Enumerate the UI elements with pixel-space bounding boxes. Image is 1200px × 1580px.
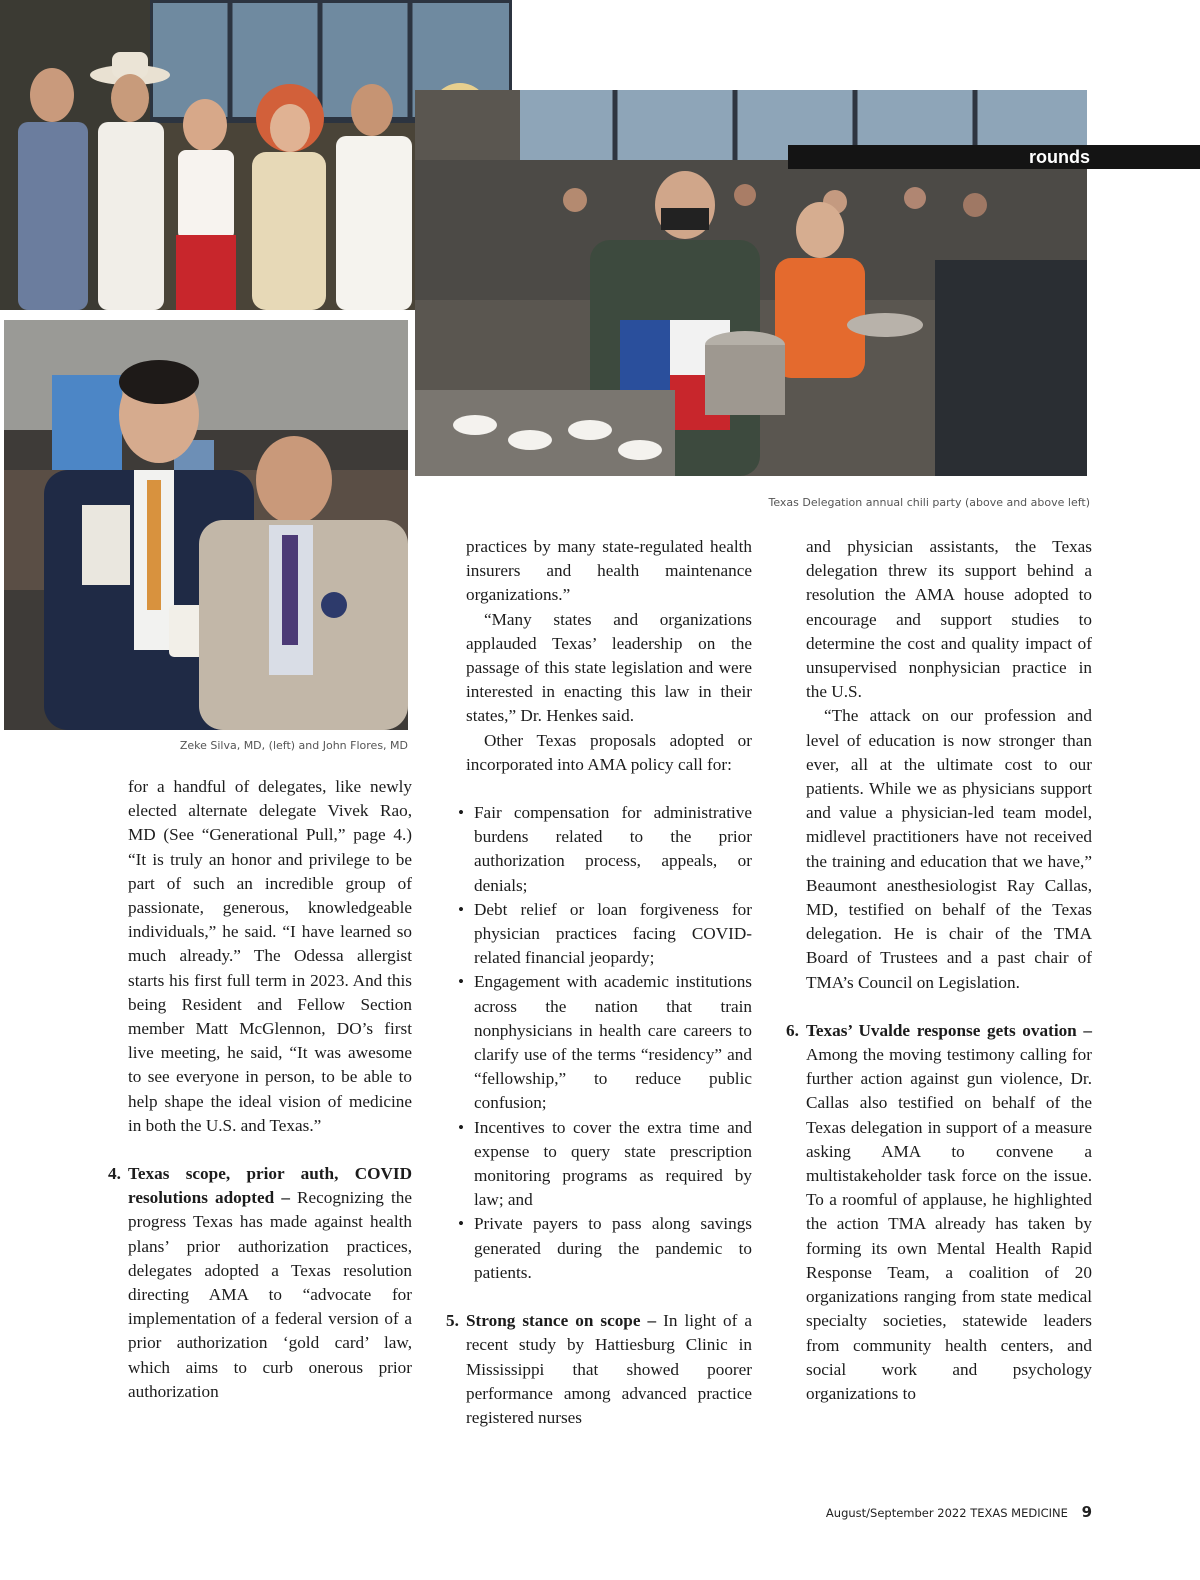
paragraph: and physician assistants, the Texas delegation threw its support behind a resolution the AMA house adopted to encourage and support studies to determine the cost and quality impact of unsupervised nonphysician practice in the U.S. (806, 537, 1092, 702)
silva-flores-photo (4, 320, 408, 730)
bullet-list (466, 801, 752, 1285)
numbered-item-4 (108, 1162, 412, 1404)
numbered-item-6 (786, 1019, 1092, 1406)
list-item: • Fair compensation for administrative burdens related to the prior authorization process, appeals, or denials; (466, 801, 752, 898)
article-column-1 (108, 775, 412, 1404)
page-footer (826, 1503, 1092, 1521)
list-item: • Incentives to cover the extra time and expense to query state prescription monitoring programs as required by law; and (466, 1116, 752, 1213)
item-heading: Texas’ Uvalde response gets ovation – (806, 1020, 1092, 1040)
section-tab: rounds (788, 145, 1200, 169)
item-number: 4. (108, 1164, 121, 1184)
issue-date: August/September 2022 (825, 1506, 967, 1520)
article-column-3 (786, 535, 1092, 1406)
item-number: 6. (786, 1020, 799, 1040)
magazine-name: TEXAS MEDICINE (970, 1506, 1068, 1520)
list-item: • Private payers to pass along savings generated during the pandemic to patients. (466, 1212, 752, 1285)
item-number: 5. (446, 1311, 459, 1331)
item-text: In light of a recent study by Hattiesburg Clinic in Mississippi that showed poorer performance among advanced practice registered nurses (466, 1311, 753, 1427)
portrait-photo-icon (4, 320, 408, 730)
article-column-2 (446, 535, 753, 1430)
list-item: • Engagement with academic institutions across the nation that train nonphysicians in health care careers to clarify use of the terms “residency” and “fellowship,” to reduce public confusion; (466, 970, 752, 1115)
numbered-item-5 (446, 1309, 753, 1430)
list-item: • Debt relief or loan forgiveness for physician practices facing COVID-related financial jeopardy; (466, 898, 752, 971)
page-number: 9 (1081, 1503, 1092, 1521)
photo-caption-silva: Zeke Silva, MD, (left) and John Flores, MD (179, 739, 408, 752)
paragraph: for a handful of delegates, like newly elected alternate delegate Vivek Rao, MD (See “Generational Pull,” page 4.) “It is truly an honor and privilege to be part of such an incredible group of passionate, generous, knowledgeable individuals,” he said. “I have learned so much already.” The Odessa allergist starts his first full term in 2023. And this being Resident and Fellow Section member Matt McGlennon, DO’s first live meeting, he said, “It was awesome to see everyone in person, to be able to help shape the ideal vision of medicine in both the U.S. and Texas.” (128, 777, 412, 1135)
paragraph: “The attack on our profession and level of education is now stronger than ever, all at the ultimate cost to our patients. While we as physicians support and value a physician-led team model, midlevel practitioners have not received the training and education that we have,” Beaumont anesthesiologist Ray Callas, MD, testified on behalf of the Texas delegation. He is chair of the TMA Board of Trustees and a past chair of TMA’s Council on Legislation. (806, 706, 1092, 992)
paragraph: practices by many state-regulated health insurers and health maintenance organizations.” (466, 537, 752, 605)
item-text: Recognizing the progress Texas has made against health plans’ prior authorization practices, delegates adopted a Texas resolution directing AMA to “advocate for implementation of a federal version of a prior authorization ‘gold card’ law, which aims to curb onerous prior authorization (128, 1188, 412, 1401)
item-text: Among the moving testimony calling for further action against gun violence, Dr. Callas also testified on behalf of the Texas delegation in support of a measure asking AMA to convene a multistakeholder task force on the issue. To a roomful of applause, he highlighted the action TMA already has taken by forming its own Mental Health Rapid Response Team, a coalition of 20 organizations ranging from state medical specialty societies, statewide leaders from community health centers, and social work and psychology organizations to (806, 1045, 1092, 1403)
photo-caption-chili: Texas Delegation annual chili party (above and above left) (768, 496, 1090, 509)
item-heading: Texas scope, prior auth, COVID resolutions adopted – (128, 1164, 412, 1208)
paragraph: “Many states and organizations applauded Texas’ leadership on the passage of this state legislation and were interested in enacting this law in their states,” Dr. Henkes said. (466, 609, 752, 726)
paragraph: Other Texas proposals adopted or incorporated into AMA policy call for: (466, 730, 752, 774)
item-heading: Strong stance on scope – (466, 1311, 657, 1331)
